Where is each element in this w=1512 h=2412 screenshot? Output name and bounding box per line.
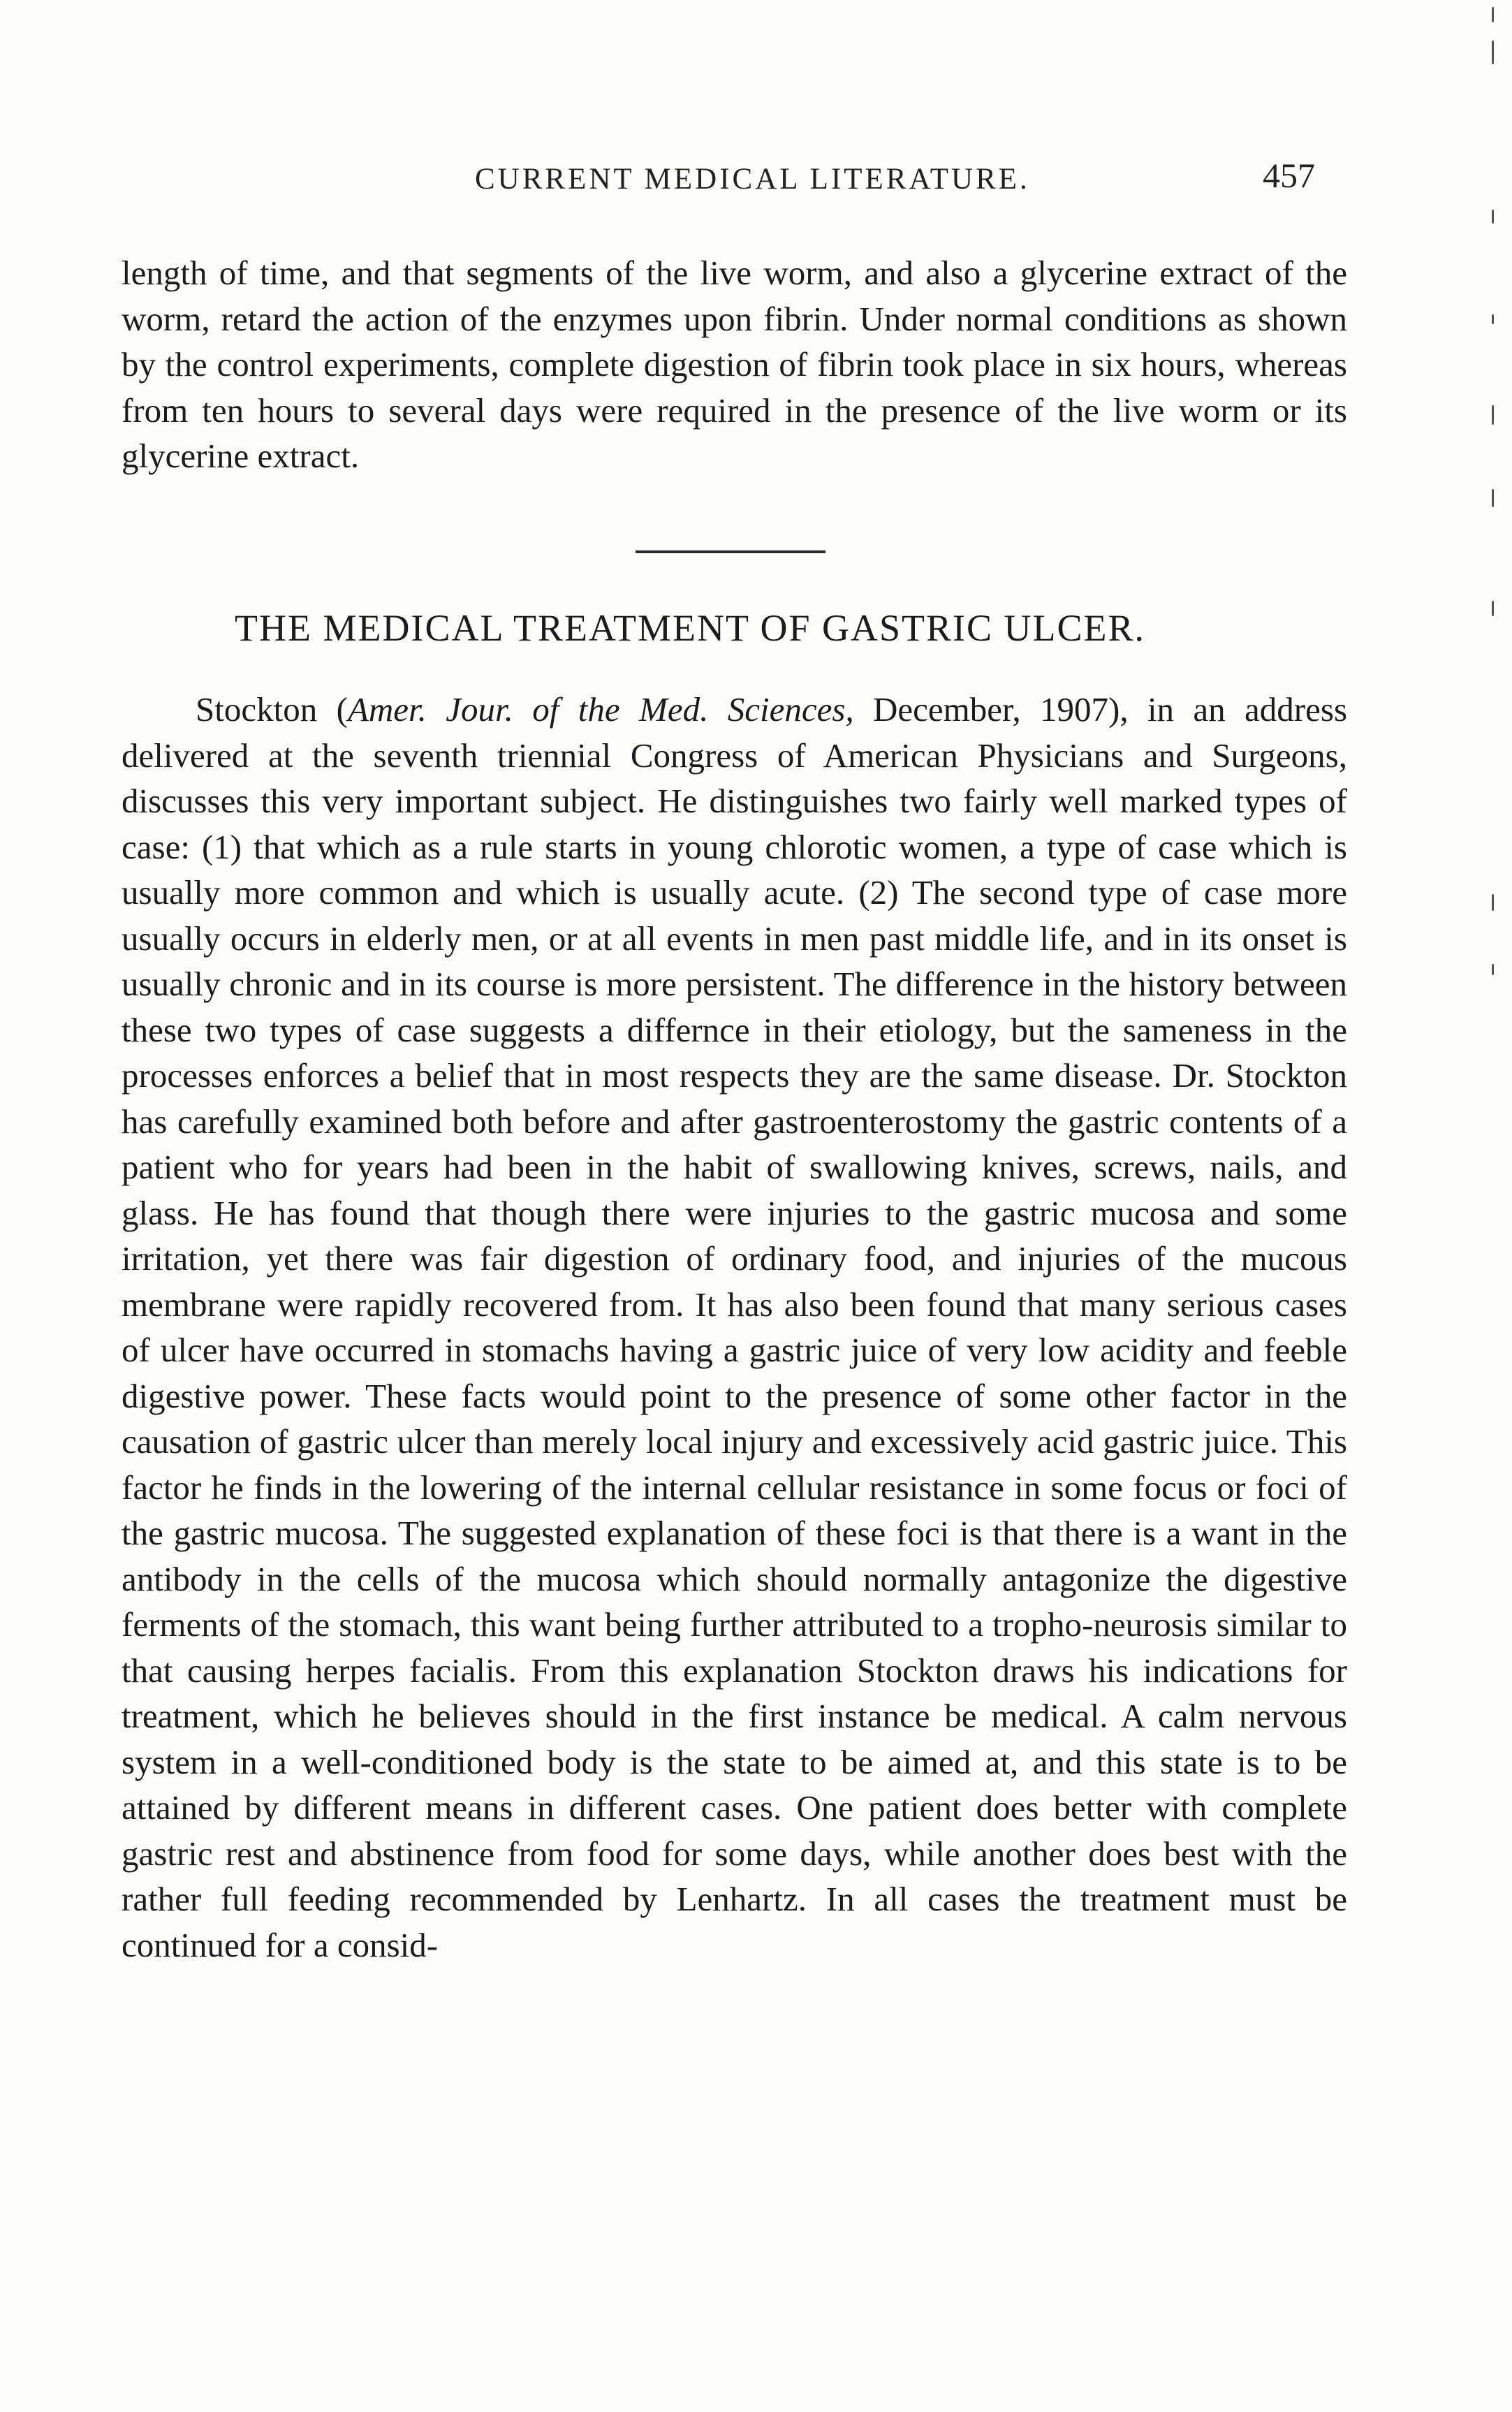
scan-speck [1492, 7, 1494, 22]
scan-speck [1492, 601, 1494, 616]
scan-speck [1492, 210, 1494, 224]
paragraph-opening: Stockton ( [196, 690, 348, 729]
paragraph-body: December, 1907), in an address delivered at the seventh triennial Congress of American Physicians and Surgeons, discusses this very important subject. He distinguishes two fairly well marked types of case: (1) that which as a rule starts in young chlorotic women, a type of case which is usually more common and which is usually acute. (2) The second type of case more usually occurs in elderly men, or at all events in men past middle life, and in its onset is usually chronic and in its course is more persistent. The difference in the history between these two types of case suggests a differnce in their etiology, but the sameness in the processes enforces a belief that in most respects they are the same disease. Dr. Stockton has carefully examined both before and after gastroenterostomy the gastric contents of a patient who for years had been in the habit of swallowing knives, screws, nails, and glass. He has found that though there were injuries to the gastric mucosa and some irritation, yet there was fair digestion of ordinary food, and injuries of the mucous membrane were rapidly recovered from. It has also been found that many serious cases of ulcer have occurred in stomachs having a gastric juice of very low acidity and feeble digestive power. These facts would point to the presence of some other factor in the causation of gastric ulcer than merely local injury and excessively acid gastric juice. This factor he finds in the lowering of the internal cellular resistance in some focus or foci of the gastric mucosa. The suggested explanation of these foci is that there is a want in the antibody in the cells of the mucosa which should normally antagonize the digestive ferments of the stomach, this want being further attributed to a tropho-neurosis similar to that causing herpes facialis. From this explanation Stockton draws his indications for treatment, which he believes should in the first instance be medical. A calm nervous system in a well-conditioned body is the state to be aimed at, and this state is to be attained by different means in different cases. One patient does better with complete gastric rest and abstinence from food for some days, while another does best with the rather full feeding recommended by Lenhartz. In all cases the treatment must be continued for a consid- [122, 690, 1348, 1964]
section-divider [636, 550, 825, 553]
intro-paragraph-text: length of time, and that segments of the live worm, and also a glycerine extract of the worm, retard the action of the enzymes upon fibrin. Under normal conditions as shown by the control experiments, complete digestion of fibrin took place in six hours, whereas from ten hours to several days were required in the presence of the live worm or its glycerine extract. [122, 254, 1347, 475]
running-head: CURRENT MEDICAL LITERATURE. [475, 163, 1030, 196]
intro-paragraph [122, 250, 1347, 479]
section-title: THE MEDICAL TREATMENT OF GASTRIC ULCER. [235, 607, 1146, 649]
scan-margin-marks [1470, 0, 1512, 1118]
scan-speck [1492, 894, 1494, 911]
scan-speck [1492, 489, 1494, 507]
journal-citation: Amer. Jour. of the Med. Sciences, [347, 690, 854, 729]
scan-speck [1492, 41, 1494, 64]
scan-speck [1492, 405, 1494, 425]
page-number: 457 [1263, 156, 1315, 195]
main-paragraph-text [122, 687, 1347, 1968]
scan-speck [1492, 964, 1494, 975]
main-paragraph [122, 687, 1347, 1968]
scan-speck [1492, 314, 1494, 324]
